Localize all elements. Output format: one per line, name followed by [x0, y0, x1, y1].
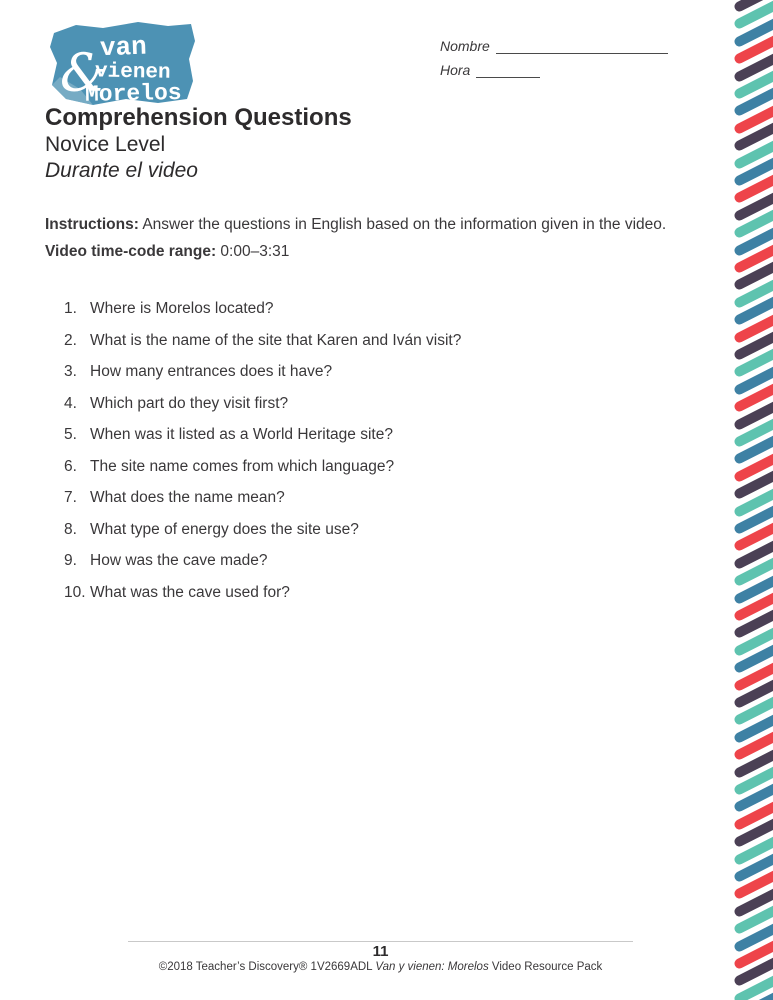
- question-text: How many entrances does it have?: [90, 363, 333, 380]
- instructions-label: Instructions:: [45, 216, 139, 233]
- question-row: [64, 395, 624, 412]
- question-number: 4.: [64, 394, 77, 412]
- question-text: When was it listed as a World Heritage site?: [90, 426, 393, 443]
- question-row: [64, 300, 624, 317]
- question-row: [64, 552, 624, 569]
- timecode-label: Video time-code range:: [45, 243, 217, 260]
- level-subtitle: Novice Level: [45, 133, 166, 157]
- question-row: [64, 363, 624, 380]
- question-text: The site name comes from which language?: [90, 457, 395, 475]
- copyright-line: [78, 961, 683, 973]
- hora-field: [440, 62, 668, 78]
- timecode-value: 0:00–3:31: [216, 243, 290, 260]
- nombre-label: Nombre: [440, 38, 490, 54]
- nombre-blank-line: [496, 39, 668, 54]
- page-number: 11: [372, 943, 389, 960]
- question-row: [64, 521, 624, 538]
- question-number: 8.: [64, 520, 77, 538]
- question-number: 3.: [64, 363, 77, 380]
- question-text: What was the cave used for?: [90, 583, 290, 601]
- copyright-prefix: ©2018 Teacher’s Discovery® 1V2669ADL: [158, 961, 376, 973]
- question-row: [64, 332, 624, 349]
- question-row: [64, 489, 624, 506]
- question-row: [64, 458, 624, 475]
- question-number: 5.: [64, 426, 77, 443]
- hora-label: Hora: [440, 62, 471, 78]
- question-row: [64, 426, 624, 443]
- hora-blank-line: [476, 63, 540, 78]
- stripe-border-decoration: [718, 0, 773, 1000]
- questions-list: [64, 300, 624, 615]
- van-y-vienen-morelos-logo: [48, 19, 198, 109]
- question-text: Which part do they visit first?: [90, 394, 289, 412]
- student-info-fields: [440, 38, 668, 86]
- question-text: What is the name of the site that Karen and Iván visit?: [90, 331, 462, 349]
- question-text: What does the name mean?: [90, 489, 285, 506]
- question-number: 10.: [64, 583, 86, 601]
- instructions-text: Answer the questions in English based on the information given in the video.: [138, 216, 667, 233]
- spanish-subtitle: Durante el video: [45, 158, 198, 182]
- logo-ampersand: &: [60, 44, 107, 104]
- logo-word-morelos: Morelos: [84, 80, 182, 108]
- copyright-suffix: Video Resource Pack: [488, 961, 603, 973]
- question-number: 7.: [64, 489, 77, 506]
- question-row: [64, 584, 624, 601]
- question-number: 6.: [64, 457, 77, 475]
- instructions-line: [45, 216, 666, 234]
- instructions-block: [45, 216, 666, 270]
- nombre-field: [440, 38, 668, 54]
- footer-divider: [128, 941, 633, 942]
- question-text: What type of energy does the site use?: [90, 520, 359, 538]
- logo-word-van: van: [99, 31, 148, 64]
- question-text: How was the cave made?: [90, 552, 268, 569]
- question-number: 2.: [64, 331, 77, 349]
- question-number: 9.: [64, 552, 77, 569]
- page-title: Comprehension Questions: [45, 104, 352, 131]
- question-number: 1.: [64, 300, 77, 317]
- copyright-title-italic: Van y vienen: Morelos: [375, 961, 489, 973]
- logo-word-vienen: vienen: [94, 60, 171, 85]
- question-text: Where is Morelos located?: [90, 300, 274, 317]
- timecode-line: [45, 243, 666, 261]
- title-block: [45, 104, 352, 184]
